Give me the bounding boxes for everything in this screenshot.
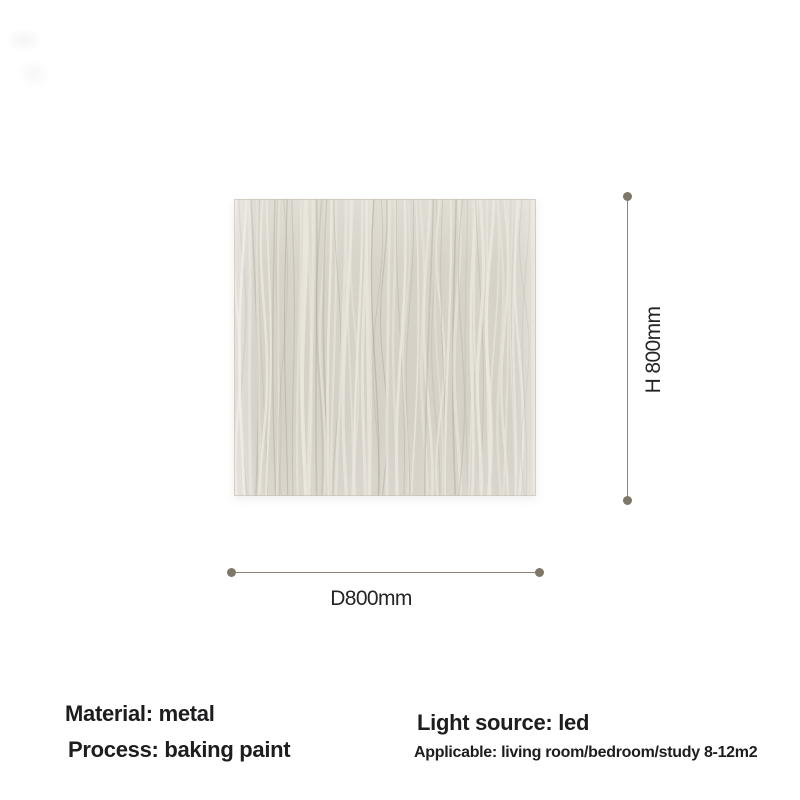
product-image-textured-panel	[234, 199, 536, 496]
height-dimension-line	[627, 201, 628, 496]
dimension-endpoint-dot	[623, 496, 632, 505]
height-dimension-label: H 800mm	[642, 306, 665, 394]
spec-applicable: Applicable: living room/bedroom/study 8-12m2	[414, 744, 758, 761]
watermark	[4, 22, 68, 100]
height-dimension	[623, 192, 683, 509]
spec-light-source: Light source: led	[417, 710, 590, 735]
dimension-endpoint-dot	[623, 192, 632, 201]
width-dimension	[227, 568, 544, 620]
dimension-endpoint-dot	[227, 568, 236, 577]
panel-texture-graphic	[234, 199, 536, 496]
spec-process: Process: baking paint	[68, 737, 291, 762]
width-dimension-line	[236, 572, 535, 573]
dimension-endpoint-dot	[535, 568, 544, 577]
width-dimension-label: D800mm	[330, 587, 412, 610]
spec-material: Material: metal	[65, 701, 215, 726]
